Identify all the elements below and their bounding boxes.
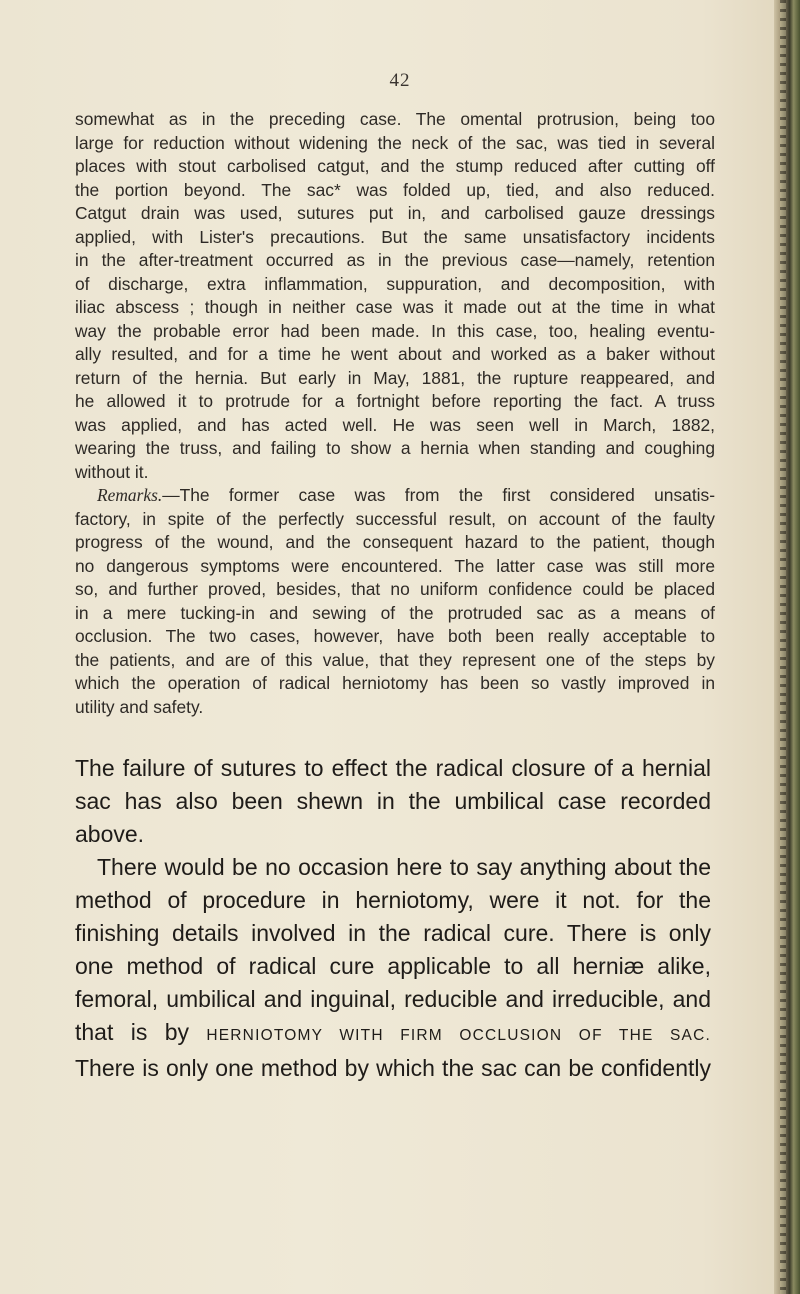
text-line: ally resulted, and for a time he went about and worked as a baker without [75, 344, 715, 364]
text-line: large for reduction without widening the neck of the sac, was tied in several [75, 132, 715, 153]
text-line: one method of radical cure applicable to all herniæ alike, [75, 953, 711, 979]
text-line: he allowed it to protrude for a fortnight before reporting the fact. A truss [75, 391, 715, 411]
radical-cure-text [75, 752, 711, 1085]
text-line: somewhat as in the preceding case. The omental protrusion, being too [75, 109, 715, 129]
page-edge [774, 0, 800, 1294]
remarks-first-line [75, 484, 715, 508]
text-line: There would be no occasion here to say anything about the [97, 854, 711, 880]
text-segment: that is by [75, 1019, 207, 1045]
remarks-label: Remarks. [97, 485, 163, 505]
text-line: method of procedure in herniotomy, were it not. for the [75, 887, 711, 913]
page-number: 42 [389, 70, 411, 91]
text-line: the patients, and are of this value, that they represent one of the steps by [75, 649, 715, 670]
remarks-first-line-rest: —The former case was from the first considered unsatis- [162, 485, 715, 505]
text-line: way the probable error had been made. In this case, too, healing eventu- [75, 320, 715, 341]
text-line: the portion beyond. The sac* was folded up, tied, and also reduced. [75, 179, 715, 200]
text-line: so, and further proved, besides, that no uniform confidence could be placed [75, 579, 715, 599]
text-line: no dangerous symptoms were encountered. The latter case was still more [75, 555, 715, 576]
text-line: There is only one method by which the sac can be confidently [75, 1055, 711, 1081]
text-line: applied, with Lister's precautions. But the same unsatisfactory incidents [75, 226, 715, 247]
text-line: finishing details involved in the radical cure. There is only [75, 920, 711, 946]
text-line: in the after-treatment occurred as in the previous case—namely, retention [75, 250, 715, 270]
text-line: of discharge, extra inflammation, suppuration, and decomposition, with [75, 273, 715, 294]
text-line [75, 1016, 711, 1052]
text-line: occlusion. The two cases, however, have both been really acceptable to [75, 626, 715, 646]
text-line: progress of the wound, and the consequent hazard to the patient, though [75, 532, 715, 552]
text-line: wearing the truss, and failing to show a hernia when standing and coughing [75, 438, 715, 458]
smallcaps-phrase: HERNIOTOMY WITH FIRM OCCLUSION OF THE SAC. [206, 1027, 711, 1044]
text-line: femoral, umbilical and inguinal, reducible and irreducible, and [75, 986, 711, 1012]
text-line: Catgut drain was used, sutures put in, and carbolised gauze dressings [75, 203, 715, 223]
text-line: The failure of sutures to effect the radical closure of a hernial [75, 755, 711, 781]
text-line: was applied, and has acted well. He was seen well in March, 1882, [75, 414, 715, 435]
text-line: iliac abscess ; though in neither case was it made out at the time in what [75, 297, 715, 317]
text-line: sac has also been shewn in the umbilical case recorded above. [75, 788, 711, 847]
text-line: return of the hernia. But early in May, 1881, the rupture reappeared, and [75, 367, 715, 388]
text-line: places with stout carbolised catgut, and the stump reduced after cutting off [75, 156, 715, 176]
text-line: factory, in spite of the perfectly successful result, on account of the faulty [75, 508, 715, 529]
text-line: utility and safety. [75, 696, 204, 717]
text-line: without it. [75, 461, 149, 482]
text-line: in a mere tucking-in and sewing of the protruded sac as a means of [75, 602, 715, 623]
text-line: which the operation of radical herniotomy has been so vastly improved in [75, 673, 715, 693]
case-report-text [75, 108, 715, 719]
